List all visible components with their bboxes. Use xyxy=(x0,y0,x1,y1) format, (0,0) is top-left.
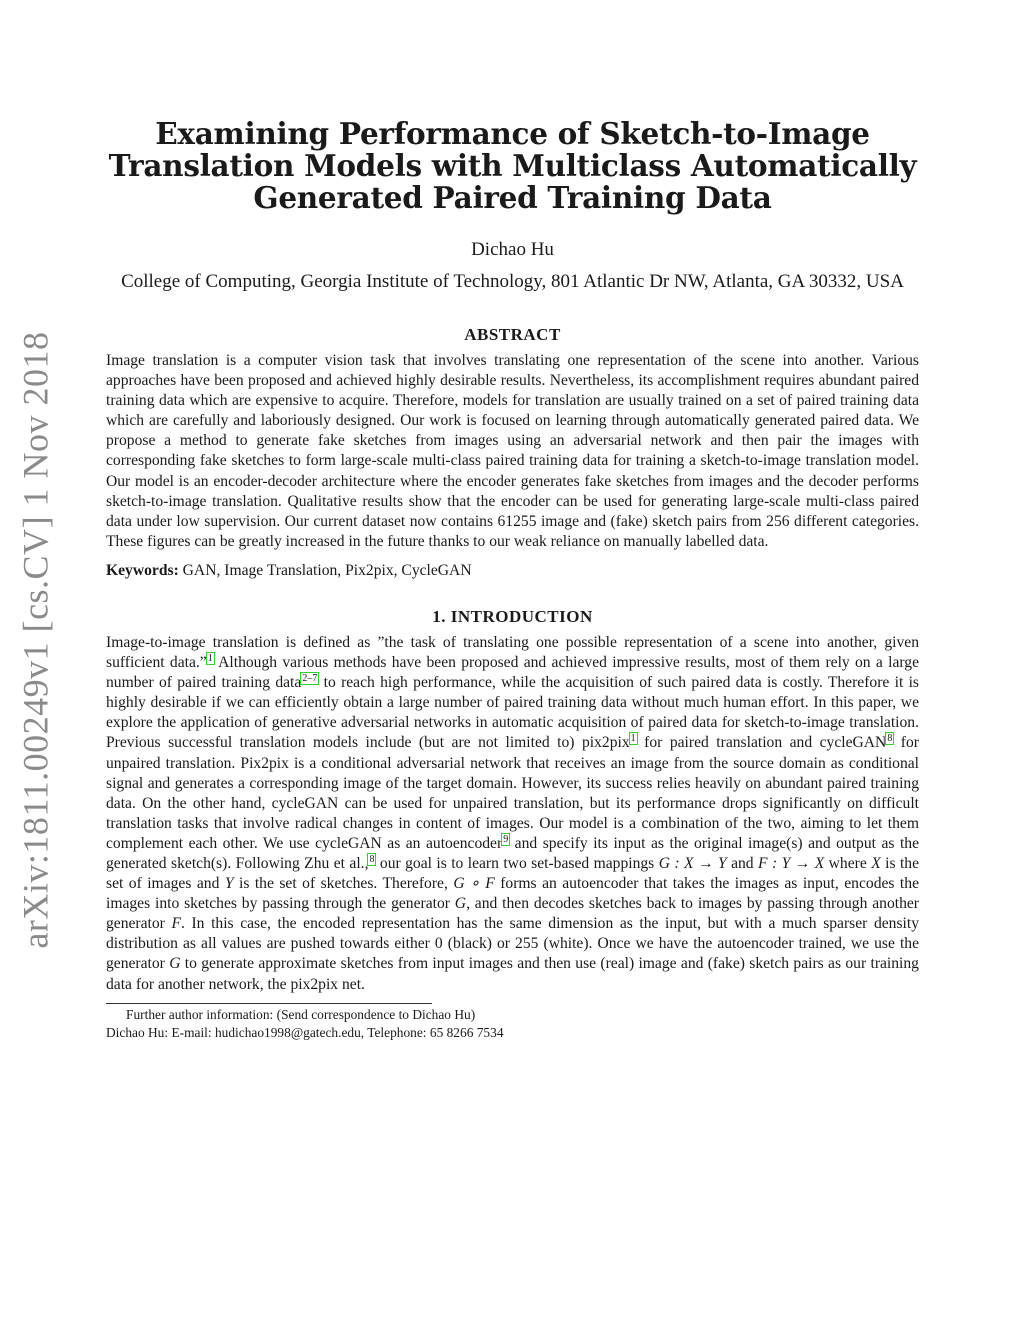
intro-text: . In this case, the encoded representation has the same dimension as the input, but with a much sparser density distribution as all values are pushed towards either 0 (black) or 255 (white). Once we have the autoencoder trained, we use the generator xyxy=(106,915,919,973)
math-expression: G xyxy=(169,955,181,973)
citation-link[interactable]: 1 xyxy=(207,652,213,664)
intro-text: where xyxy=(824,854,872,872)
arxiv-identifier xyxy=(8,331,64,949)
paper-title: Examining Performance of Sketch-to-Image Translation Models with Multiclass Automatically Generated Paired Training Data xyxy=(108,116,917,215)
author-name: Dichao Hu xyxy=(471,239,554,260)
intro-text: our goal is to learn two set-based mappings xyxy=(375,854,659,872)
intro-text: for unpaired translation. Pix2pix is a conditional adversarial network that receives an image from the source domain as conditional signal and generates a corresponding image of the target domain. However, its success relies heavily on abundant paired training data. On the other hand, cycleGAN can be used for unpaired translation, but its performance drops significantly on difficult translation tasks that involve radical changes in content of images. Our model is a combination of the two, aiming to let them complement each other. We use cycleGAN as an autoencoder xyxy=(106,734,919,852)
keywords-value: GAN, Image Translation, Pix2pix, CycleGAN xyxy=(182,561,472,579)
math-expression: G ∘ F xyxy=(453,875,495,893)
paper-page xyxy=(106,118,919,1042)
intro-text: , and then decodes sketches back to images by passing through another generator xyxy=(106,895,919,933)
intro-text: and specify its input as the original image(s) and output as the generated sketch(s). Following Zhu et al., xyxy=(106,834,919,872)
introduction-heading: 1. INTRODUCTION xyxy=(432,606,593,626)
citation-link[interactable]: 8 xyxy=(887,733,893,745)
abstract-heading: ABSTRACT xyxy=(464,325,561,344)
footnote xyxy=(106,1006,919,1042)
footnote-line: Dichao Hu: E-mail: hudichao1998@gatech.edu, Telephone: 65 8266 7534 xyxy=(106,1024,504,1040)
arxiv-identifier-text: arXiv:1811.00249v1 [cs.CV] 1 Nov 2018 xyxy=(16,331,57,949)
intro-text: Image-to-image translation is defined as ”the task of translating one possible representation of a scene into another, given sufficient data.” xyxy=(106,633,919,672)
math-expression: F : Y → X xyxy=(758,854,825,872)
footnote-divider xyxy=(106,1003,432,1004)
citation-link[interactable]: 8 xyxy=(369,853,375,865)
citation-link[interactable]: 2–7 xyxy=(302,672,318,684)
intro-text: is the set of sketches. Therefore, xyxy=(233,875,454,893)
intro-text: is the set of images and xyxy=(106,854,920,893)
keywords-label: Keywords: xyxy=(106,561,179,579)
citation-link[interactable]: 9 xyxy=(503,833,509,845)
math-expression: Y xyxy=(224,875,234,893)
intro-text: to generate approximate sketches from input images and then use (real) image and (fake) sketch pairs as our training data for another network, the pix2pix net. xyxy=(106,955,919,993)
intro-text: Although various methods have been proposed and achieved impressive results, most of them rely on a large number of paired training data xyxy=(106,654,920,692)
intro-text: to reach high performance, while the acquisition of such paired data is costly. Therefore it is highly desirable if we can efficiently obtain a large number of paired training data without much human effort. In this paper, we explore the application of generative adversarial networks in automatic acquisition of paired data for sketch-to-image translation. Previous successful translation models include (but are not limited to) pix2pix xyxy=(106,674,919,752)
citation-link[interactable]: 1 xyxy=(630,733,636,745)
introduction-paragraph xyxy=(106,633,919,995)
keywords xyxy=(106,562,919,580)
author-affiliation: College of Computing, Georgia Institute of Technology, 801 Atlantic Dr NW, Atlanta, GA 30332, USA xyxy=(121,271,904,292)
intro-text: for paired translation and cycleGAN xyxy=(636,734,887,752)
math-expression: X xyxy=(871,854,881,872)
math-expression: G xyxy=(454,895,467,913)
footnote-line: Further author information: (Send correspondence to Dichao Hu) xyxy=(126,1006,476,1022)
abstract-text: Image translation is a computer vision task that involves translating one representation of the scene into another. Various approaches have been proposed and achieved highly desirable results. Nevertheless, its accomplishment requires abundant paired training data which are expensive to acquire. Therefore, models for translation are usually trained on a set of paired training data which are carefully and laboriously designed. Our work is focused on learning through automatically generated paired data. We propose a method to generate fake sketches from images using an adversarial network and then pair the images with corresponding fake sketches to form large-scale multi-class paired training data for training a sketch-to-image translation model. Our model is an encoder-decoder architecture where the encoder generates fake sketches from images and the decoder performs sketch-to-image translation. Qualitative results show that the encoder can be used for generating large-scale multi-class paired data under low supervision. Our current dataset now contains 61255 image and (fake) sketch pairs from 256 different categories. These figures can be greatly increased in the future thanks to our weak reliance on manually labelled data. xyxy=(106,352,919,550)
intro-text: and xyxy=(726,854,759,872)
math-expression: G : X → Y xyxy=(658,854,727,872)
math-expression: F xyxy=(171,915,181,933)
intro-text: forms an autoencoder that takes the images as input, encodes the images into sketches by passing through the generator xyxy=(106,875,919,913)
